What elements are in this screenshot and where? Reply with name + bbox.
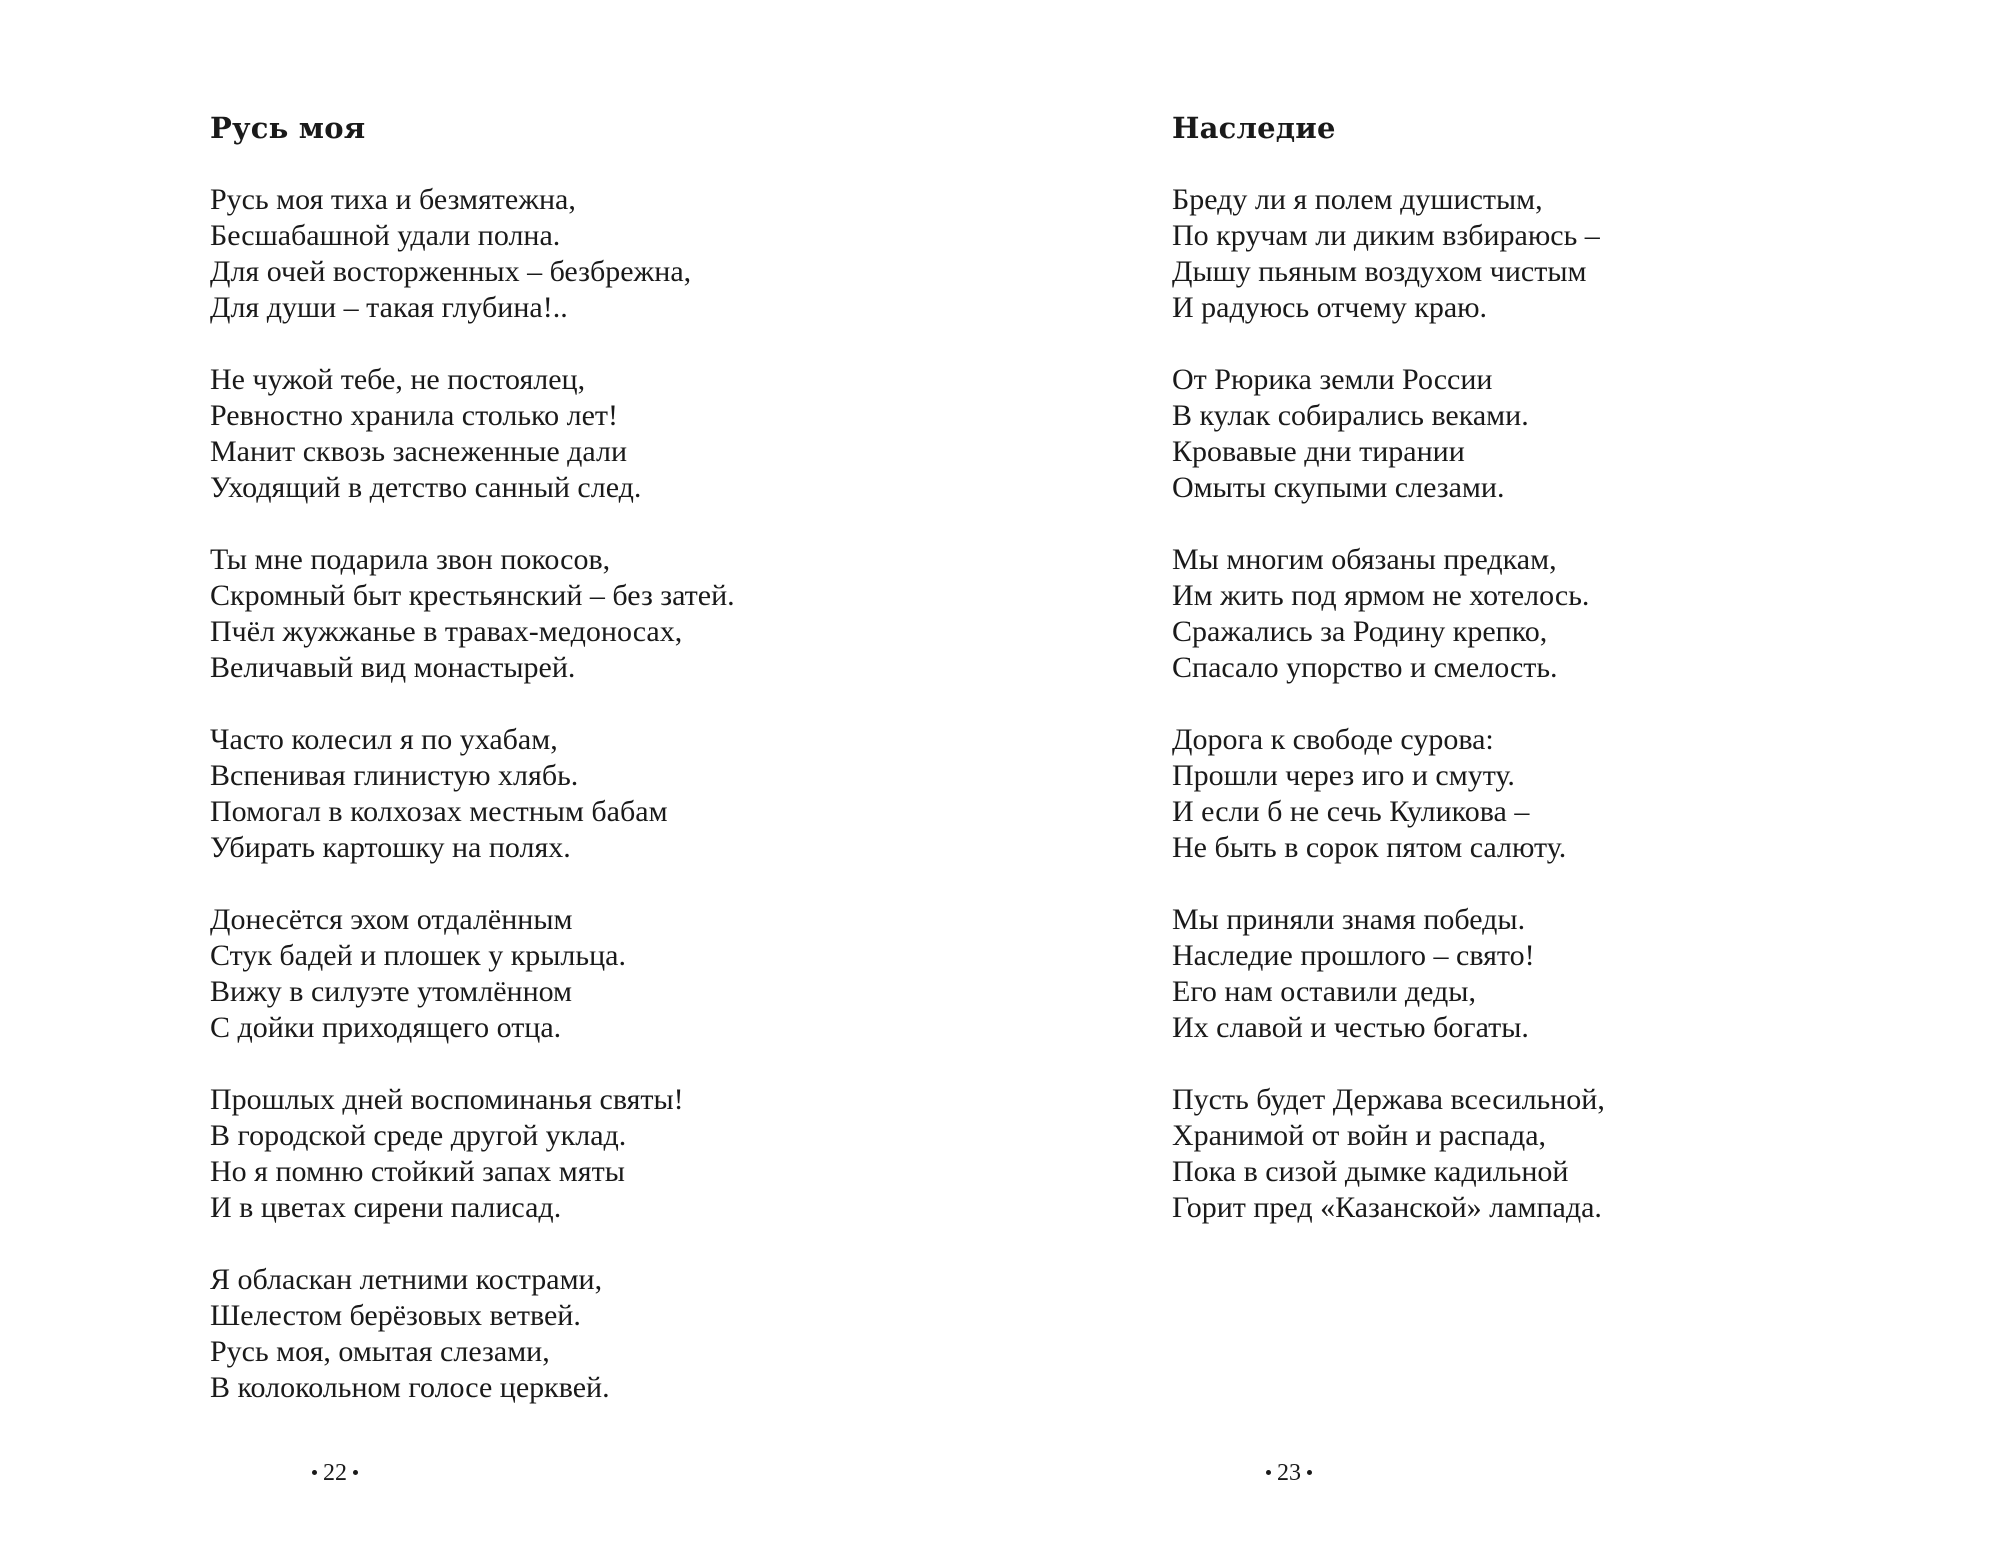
- poem-line: Горит пред «Казанской» лампада.: [1172, 1191, 1602, 1224]
- poem-line: Кровавые дни тирании: [1172, 435, 1465, 468]
- poem-line: В колокольном голосе церквей.: [210, 1371, 610, 1404]
- page-number: [1260, 1458, 1318, 1488]
- stanza: [210, 542, 735, 686]
- poem-line: Им жить под ярмом не хотелось.: [1172, 579, 1590, 612]
- poem-line: И если б не сечь Куликова –: [1172, 795, 1530, 828]
- poem-line: Дорога к свободе сурова:: [1172, 723, 1494, 756]
- poem-line: Дышу пьяным воздухом чистым: [1172, 255, 1587, 288]
- bullet-dot-icon: [353, 1470, 358, 1475]
- poem-title: Наследие: [1172, 111, 1336, 145]
- poem-line: Русь моя тиха и безмятежна,: [210, 183, 576, 216]
- right-page: [1000, 0, 2000, 1551]
- page-number-value: 22: [323, 1460, 347, 1486]
- poem-line: Омыты скупыми слезами.: [1172, 471, 1505, 504]
- poem-line: Пока в сизой дымке кадильной: [1172, 1155, 1569, 1188]
- poem-line: Мы многим обязаны предкам,: [1172, 543, 1557, 576]
- stanza: [210, 362, 735, 506]
- poem-line: Прошли через иго и смуту.: [1172, 759, 1515, 792]
- poem-line: Для очей восторженных – безбрежна,: [210, 255, 692, 288]
- poem-line: И в цветах сирени палисад.: [210, 1191, 562, 1224]
- stanza: [1172, 902, 1605, 1046]
- poem-line: В кулак собирались веками.: [1172, 399, 1529, 432]
- poem-line: Сражались за Родину крепко,: [1172, 615, 1548, 648]
- poem-line: Манит сквозь заснеженные дали: [210, 435, 628, 468]
- poem-line: Вспенивая глинистую хлябь.: [210, 759, 579, 792]
- poem-line: Их славой и честью богаты.: [1172, 1011, 1529, 1044]
- poem-line: Прошлых дней воспоминанья святы!: [210, 1083, 684, 1116]
- poem-line: Убирать картошку на полях.: [210, 831, 571, 864]
- stanza: [210, 1082, 735, 1226]
- poem-line: И радуюсь отчему краю.: [1172, 291, 1488, 324]
- poem-line: С дойки приходящего отца.: [210, 1011, 562, 1044]
- poem-line: Величавый вид монастырей.: [210, 651, 576, 684]
- stanza: [1172, 182, 1605, 326]
- poem-line: Спасало упорство и смелость.: [1172, 651, 1558, 684]
- poem-line: От Рюрика земли России: [1172, 363, 1493, 396]
- stanza: [1172, 542, 1605, 686]
- poem-line: Пчёл жужжанье в травах-медоносах,: [210, 615, 683, 648]
- poem-line: Вижу в силуэте утомлённом: [210, 975, 573, 1008]
- poem-line: Уходящий в детство санный след.: [210, 471, 642, 504]
- poem-line: Русь моя, омытая слезами,: [210, 1335, 550, 1368]
- stanza: [210, 182, 735, 326]
- poem-line: Для души – такая глубина!..: [210, 291, 568, 324]
- stanza: [1172, 722, 1605, 866]
- poem-line: По кручам ли диким взбираюсь –: [1172, 219, 1600, 252]
- poem-line: Его нам оставили деды,: [1172, 975, 1476, 1008]
- poem-line: Стук бадей и плошек у крыльца.: [210, 939, 626, 972]
- stanza: [1172, 362, 1605, 506]
- poem-line: Наследие прошлого – свято!: [1172, 939, 1535, 972]
- poem-line: Бреду ли я полем душистым,: [1172, 183, 1543, 216]
- poem-line: Но я помню стойкий запах мяты: [210, 1155, 625, 1188]
- page-number: [306, 1458, 364, 1488]
- poem-title: Русь моя: [210, 111, 366, 145]
- bullet-dot-icon: [1307, 1470, 1312, 1475]
- poem-line: Донесётся эхом отдалённым: [210, 903, 573, 936]
- poem-line: Ты мне подарила звон покосов,: [210, 543, 611, 576]
- poem-line: Помогал в колхозах местным бабам: [210, 795, 668, 828]
- poem-line: Ревностно хранила столько лет!: [210, 399, 618, 432]
- poem-nasledie: [1172, 110, 1605, 1262]
- poem-line: Шелестом берёзовых ветвей.: [210, 1299, 581, 1332]
- page-number-value: 23: [1277, 1460, 1301, 1486]
- bullet-dot-icon: [1266, 1470, 1271, 1475]
- poem-line: Не чужой тебе, не постоялец,: [210, 363, 586, 396]
- stanza: [210, 902, 735, 1046]
- poem-line: Пусть будет Держава всесильной,: [1172, 1083, 1605, 1116]
- poem-line: В городской среде другой уклад.: [210, 1119, 627, 1152]
- stanza: [210, 722, 735, 866]
- stanza: [210, 1262, 735, 1406]
- stanza: [1172, 1082, 1605, 1226]
- poem-line: Бесшабашной удали полна.: [210, 219, 561, 252]
- poem-line: Хранимой от войн и распада,: [1172, 1119, 1547, 1152]
- bullet-dot-icon: [312, 1470, 317, 1475]
- poem-line: Я обласкан летними кострами,: [210, 1263, 603, 1296]
- poem-line: Не быть в сорок пятом салюту.: [1172, 831, 1567, 864]
- poem-line: Мы приняли знамя победы.: [1172, 903, 1526, 936]
- poem-line: Скромный быт крестьянский – без затей.: [210, 579, 735, 612]
- poem-rus-moya: [210, 110, 735, 1442]
- poem-line: Часто колесил я по ухабам,: [210, 723, 558, 756]
